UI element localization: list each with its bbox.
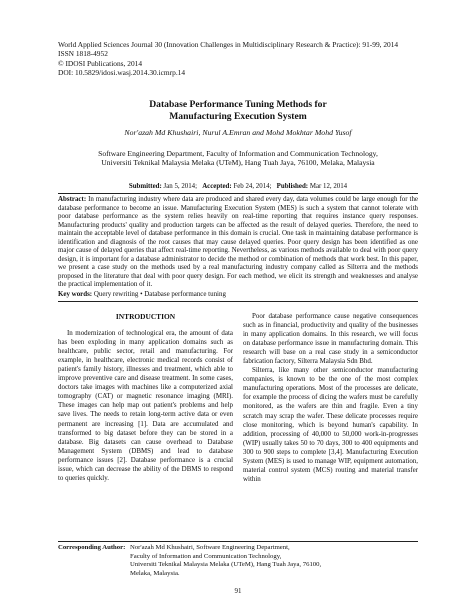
right-paragraph-2: Silterra, like many other semiconductor manufacturing companies, is known to be the one of the most complex manufacturing operations. Most of the processes are delicate, for example the process of dicing the wafers must be carefully monitored, as the wafers are thin and fragile. Even a tiny scratch may scrap the wafer. These delicate processes require close monitoring, which is beyond human's capability. In addition, processing of 40,000 to 50,000 work-in-progresses (WIP) usually takes 50 to 70 days, 300 to 400 equipments and 300 to 900 steps to complete [3,4]. Manufacturing Execution System (MES) is used to manage WIP, equipment automation, material control system (MCS) routing and material transfer within (243, 366, 418, 483)
page-number: 91 (234, 587, 242, 595)
introduction-heading: INTRODUCTION (115, 312, 176, 321)
affiliation-line-2: Universiti Teknikal Malaysia Melaka (UTeM), Hang Tuah Jaya, 76100, Melaka, Malaysia (101, 158, 375, 168)
divider-footnote (58, 541, 418, 542)
introduction-paragraph-1: In modernization of technological era, the amount of data has been exploding in many application domains such as healthcare, public sector, retail and manufacturing. For example, in healthcare, electronic medical records consist of patient's family history, illnesses and treatment, which able to improve preventive care and disease treatment. In some cases, doctors take images with machines like a computerized axial tomography (CAT) or magnetic resonance imaging (MRI). These images can help map out patient's problems and help save lives. The needs to retain long-term active data or even permanent are increasing [1]. Data are accumulated and transformed to big dataset before they can be stored in a database. Big datasets can cause overhead to Database Management System (DBMS) and lead to database performance issues [2]. Database performance is a crucial issue, which can decrease the ability of the DBMS to respond to queries quickly. (58, 329, 233, 482)
journal-issn: ISSN 1818-4952 (58, 49, 108, 59)
corresponding-line-4: Melaka, Malaysia. (130, 569, 180, 577)
submitted-date: Jan 5, 2014; (163, 183, 198, 190)
journal-copyright: © IDOSI Publications, 2014 (58, 58, 143, 68)
keywords-text: Query rewriting • Database performance tuning (93, 290, 226, 298)
corresponding-line-2: Faculty of Information and Communication Technology, (130, 552, 282, 560)
journal-citation: World Applied Sciences Journal 30 (Innovation Challenges in Multidisciplinary Research & Practice): 91-99, 2014 (58, 40, 399, 49)
affiliation-line-1: Software Engineering Department, Faculty of Information and Communication Technology, (98, 149, 378, 158)
paper-title-line-2: Manufacturing Execution System (169, 110, 307, 122)
submitted-label: Submitted: (128, 183, 162, 190)
right-column (243, 312, 418, 484)
published-label: Published: (276, 183, 309, 190)
accepted-date: Feb 24, 2014; (233, 183, 272, 190)
paper-title (58, 99, 418, 122)
paper-title-line-1: Database Performance Tuning Methods for (149, 99, 327, 110)
corresponding-line-1: Nor'azah Md Khushairi, Software Engineering Department, (130, 544, 290, 551)
divider-top (58, 193, 418, 194)
keywords-label: Key words: (58, 290, 93, 298)
abstract-label: Abstract: (58, 195, 87, 203)
corresponding-line-3: Universiti Teknikal Malaysia Melaka (UTeM), Hang Tuah Jaya, 76100, (130, 561, 322, 568)
left-column (58, 312, 233, 483)
abstract (58, 195, 418, 289)
corresponding-author-details (130, 544, 321, 578)
affiliation (58, 149, 418, 168)
published-date: Mar 12, 2014 (309, 183, 348, 190)
paper-authors: Nor'azah Md Khushairi, Nurul A.Emran and Mohd Mokhtar Mohd Yusof (124, 128, 352, 137)
divider-keywords (58, 301, 418, 302)
publication-dates (58, 183, 418, 190)
abstract-text: In manufacturing industry where data are produced and shared every day, data volumes could be large enough for the database performance to become an issue. Manufacturing Execution System (MES) is such a system that cannot tolerate with poor database performance as the system relies heavily on real-time reporting that requires instance query responses. Manufacturing products' quality and production targets can be affected as the result of delayed queries. Therefore, the need to maintain the acceptable level of database performance in this domain is crucial. One task in maintaining database performance is identification and diagnosis of the root causes that may cause delayed queries. Poor query design has been identified as one major cause of delayed queries that affect real-time reporting. Nevertheless, as various methods available to deal with poor query design, it is important for a database administrator to decide the method or combination of methods that work best. In this paper, we present a case study on the methods used by a real manufacturing industry company called as Silterra and the methods proposed in the literature that deal with poor query design. For each method, we elicit its strength and weaknesses and analyse the practical implementation of it. (58, 195, 419, 289)
corresponding-author-label: Corresponding Author: (58, 544, 126, 551)
journal-doi: DOI: 10.5829/idosi.wasj.2014.30.icmrp.14 (58, 68, 186, 78)
keywords (58, 290, 418, 298)
journal-header (58, 40, 418, 78)
right-paragraph-1: Poor database performance cause negative consequences such as in financial, productivity and quality of the businesses in many application domains. In this research, we will focus on database performance issue in manufacturing domain. This research will base on a real case study in a semiconductor fabrication factory, Silterra Malaysia Sdn Bhd. (243, 312, 418, 366)
accepted-label: Accepted: (202, 183, 232, 190)
